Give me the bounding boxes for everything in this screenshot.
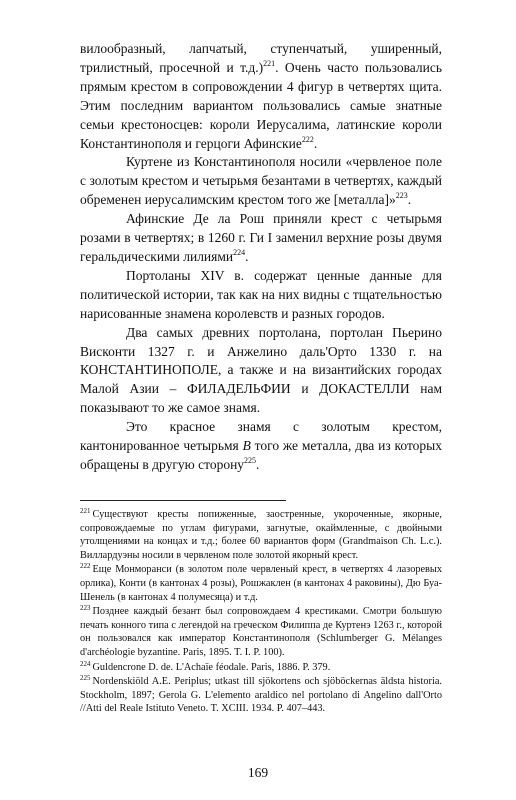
paragraph: [80, 324, 442, 419]
footnote-ref[interactable]: 224: [233, 247, 246, 257]
main-text: [80, 40, 442, 475]
footnote-ref[interactable]: 225: [244, 455, 257, 465]
text-run: .: [245, 248, 249, 264]
text-run: .: [407, 192, 412, 208]
footnote-text: Guldencrone D. de. L'Achaïe féodale. Paris, 1886. P. 379.: [92, 661, 331, 673]
paragraph: [80, 40, 442, 153]
footnote-separator: [80, 500, 286, 501]
text-run: Портоланы XIV в. содержат ценные данные для политической истории, так как на них видны с тщательностью нарисованные знамена королевств и разных городов.: [80, 267, 442, 321]
paragraph: [80, 418, 442, 475]
text-run: того же металла, два из которых обращены в другую сторону: [80, 438, 442, 472]
footnote-ref[interactable]: 222: [301, 134, 314, 144]
footnote-number: 224: [80, 659, 91, 668]
footnote: [80, 661, 442, 675]
footnote-ref[interactable]: 223: [395, 191, 408, 201]
paragraph: [80, 267, 442, 324]
text-run: Это красное знамя с золотым крестом, кантонированное четырьмя: [80, 419, 442, 454]
footnote-number: 222: [80, 562, 91, 571]
text-run: Два самых древних портолана, портолан Пьерино Висконти 1327 г. и Анжелино даль'Орто 1330 г. на КОНСТАНТИНОПОЛЕ, а также и на византийских городах Малой Азии – ФИЛАДЕЛЬФИИ и ДОКАСТЕЛЛИ нам показывают то же самое знамя.: [80, 324, 442, 416]
footnote-number: 223: [80, 604, 91, 613]
text-run: Куртене из Константинополя носили «червленое поле с золотым крестом и четырьмя безантами в четвертях, каждый обременен иерусалимским крестом того же [металла]»: [80, 154, 442, 208]
footnote-text: Существуют кресты попиженные, заостренные, укороченные, якорные, сопровождаемые по углам фигурами, загнутые, окаймлeнные, с двойными утолщениями на концах и т.д.; более 60 вариантов форм (Grandmaison Ch. L.c.). Виллардуэны носили в червленом поле золотой якорный крест.: [80, 509, 442, 561]
footnote-number: 225: [80, 674, 91, 683]
footnote-text: Еще Монморанси (в золотом поле червленый крест, в четвертях 4 лазоревых орлика), Конти (в кантонах 4 розы), Рошжаклен (в кантонах 4 раковины), Дю Буа-Шенель (в кантонах 4 полумесяца) и т.д.: [80, 564, 442, 603]
footnote-number: 221: [80, 507, 91, 515]
paragraph: [80, 153, 442, 210]
footnote: [80, 675, 442, 716]
text-run: .: [256, 456, 260, 472]
footnote: [80, 508, 442, 562]
text-run: . Очень часто пользовались прямым крестом в сопровождении 4 фигур в четвертях щита. Этим последним вариантом пользовались самые знатные семьи крестоносцев: короли Иерусалима, латинские короли Константинополя и герцоги Афинские: [80, 59, 442, 151]
footnote: [80, 563, 442, 604]
page-number: 169: [247, 765, 269, 780]
footnotes: [80, 508, 442, 717]
italic-text: B: [242, 438, 251, 454]
paragraph: [80, 210, 442, 267]
text-run: .: [313, 135, 318, 151]
footnote-text: Nordenskiöld A.E. Periplus; utkast till sjökortens och sjöböckernas äldsta historia. Stockholm, 1897; Gerola G. L'elemento araldico nel portolano di Angelino dall'Orto //Atti del Reale Istituto Veneto. T. XCIII. 1934. P. 407–443.: [80, 676, 442, 715]
footnote-text: Позднее каждый безант был сопровождаем 4 крестиками. Смотри большую печать конного типа с легендой на греческом Филиппа де Куртенэ 1263 г., которой он пользовался как император Константинополя (Schlumberger G. Mélanges d'archéologie byzantine. Paris, 1895. T. I. P. 100).: [80, 606, 442, 658]
footnote-ref[interactable]: 221: [263, 58, 276, 68]
footnote: [80, 605, 442, 659]
text-run: вилообразный, лапчатый, ступенчатый, уширенный, трилистный, просечной и т.д.): [80, 41, 442, 75]
text-run: Афинские Де ла Рош приняли крест с четырьмя розами в четвертях; в 1260 г. Ги I заменил верхние розы двумя геральдическими лилиями: [80, 211, 442, 264]
